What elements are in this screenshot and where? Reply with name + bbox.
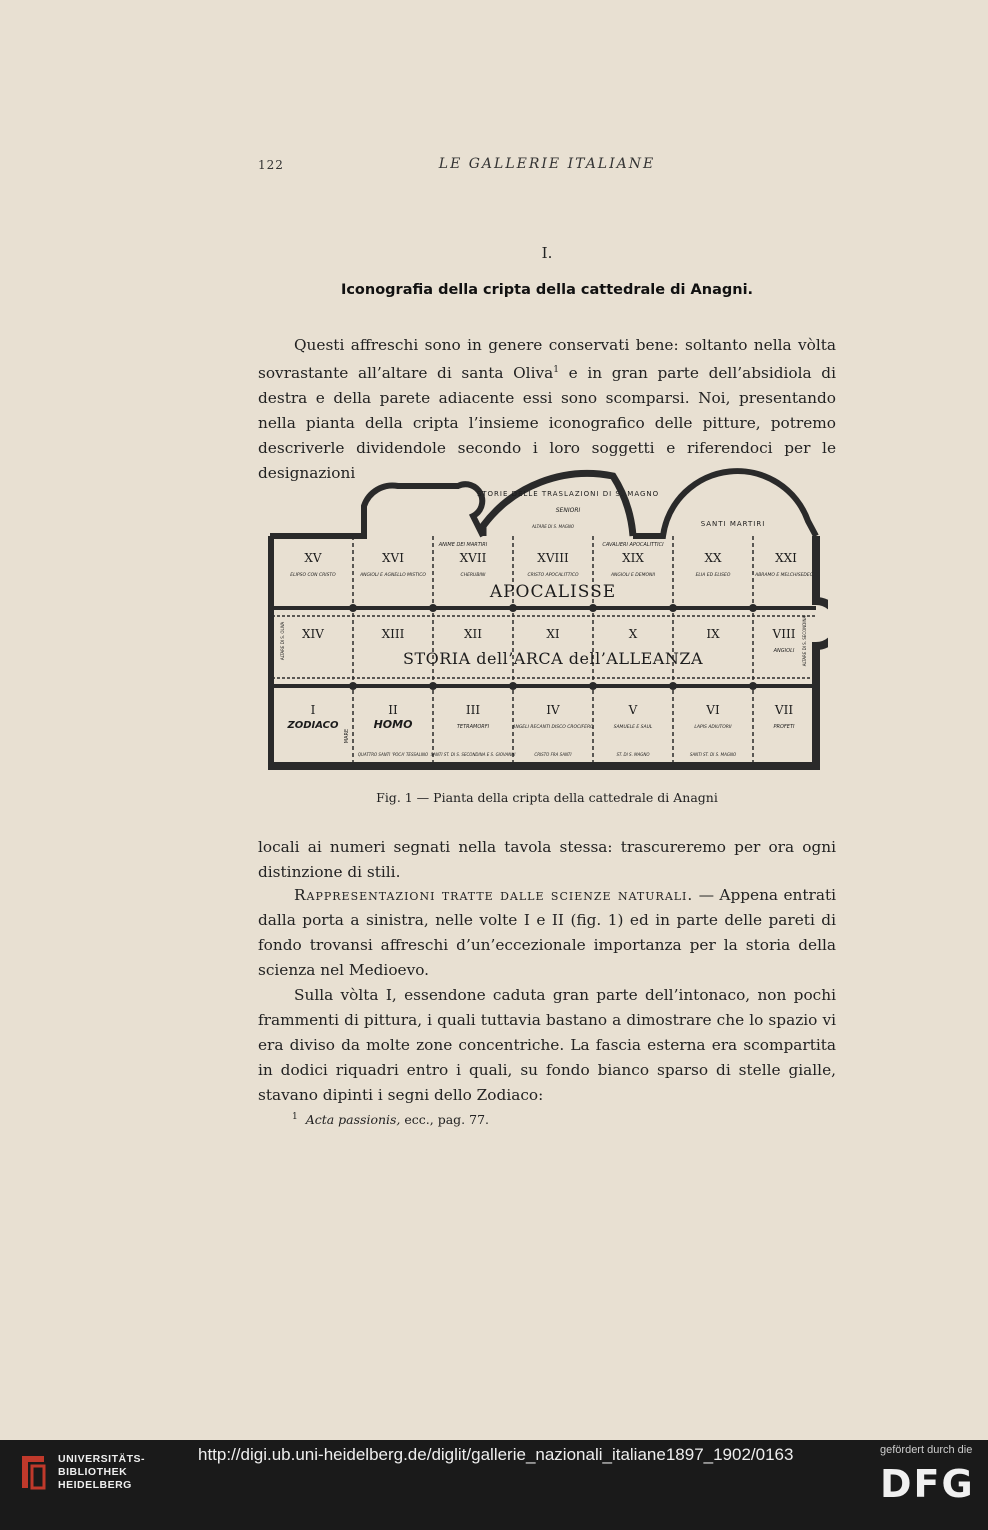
vault-IV-label: ANGELI RECANTI DISCO CROCIFERO xyxy=(512,725,594,730)
apse-label: STORIE DELLE TRASLAZIONI DI S. MAGNO xyxy=(476,490,660,498)
side-label-secondina: ALTARE DI S. SECONDINA xyxy=(802,615,807,667)
upper-note-2: CAVALIERI APOCALITTICI xyxy=(602,542,664,548)
bottom-note-1: QUATTRO SANTI ‘POCA’ TESSALINO xyxy=(357,752,429,757)
vault-XVII: XVII xyxy=(459,551,487,565)
footnote-rest: ecc., pag. 77. xyxy=(400,1112,489,1128)
vault-XVIII-label: CRISTO APOCALITTICO xyxy=(527,573,579,578)
footnote xyxy=(292,1112,489,1127)
page-number: 122 xyxy=(258,158,284,172)
vault-XVI-label: ANGIOLI E AGNELLO MISTICO xyxy=(360,573,426,578)
vault-XX: XX xyxy=(704,551,722,565)
side-label-mare: MARE xyxy=(344,728,350,744)
vault-III-label: TETRAMORFI xyxy=(456,724,490,730)
vault-I: I xyxy=(310,703,316,717)
library-name-line-1: UNIVERSITÄTS- xyxy=(58,1453,146,1465)
permalink-url[interactable]: http://digi.ub.uni-heidelberg.de/diglit/gallerie_nazionali_italiane1897_1902/0163 xyxy=(198,1445,794,1464)
vault-X: X xyxy=(628,627,638,641)
vault-VI-label: LAPIS ADIUTORII xyxy=(694,725,732,730)
vault-XI: XI xyxy=(546,627,560,641)
vault-VI: VI xyxy=(706,703,720,717)
paragraph-3-heading: Rappresentazioni tratte dalle scienze naturali. xyxy=(294,886,694,904)
section-title: Iconografia della cripta della cattedrale di Anagni. xyxy=(340,282,754,298)
vault-III: III xyxy=(465,703,481,717)
band-storia-arca: STORIA dell’ARCA dell’ALLEANZA xyxy=(402,649,704,668)
running-title: LE GALLERIE ITALIANE xyxy=(438,156,656,172)
vault-VII-label: PROFETI xyxy=(773,724,795,730)
paragraph-3-text: — Appena entrati dalla porta a sinistra, nelle volte I e II (fig. 1) ed in parte delle pareti di fondo trovansi affreschi d’un’eccezionale importanza per la storia della scienza nel Medioevo. xyxy=(258,886,836,979)
footnote-ref: 1 xyxy=(553,365,559,375)
funding-note: gefördert durch die xyxy=(880,1444,973,1456)
upper-note-1: ANIME DEI MARTIRI xyxy=(438,542,488,548)
vault-XV-label: ELIPSO CON CRISTO xyxy=(290,573,336,578)
vault-XVI: XVI xyxy=(382,551,404,565)
running-header xyxy=(258,156,836,176)
crypt-plan-figure xyxy=(268,466,828,776)
figure-caption: Fig. 1 — Pianta della cripta della cattedrale di Anagni xyxy=(376,790,718,805)
vault-XV: XV xyxy=(304,551,322,565)
library-name-line-2: BIBLIOTHEK xyxy=(58,1466,128,1478)
vault-IV: IV xyxy=(546,703,560,717)
bottom-note-4: ST. DI S. MAGNO xyxy=(616,752,650,757)
vault-XIII: XIII xyxy=(381,627,405,641)
viewer-footer xyxy=(0,1440,988,1530)
library-name-line-3: HEIDELBERG xyxy=(58,1479,132,1491)
vault-XVIII: XVIII xyxy=(537,551,569,565)
side-label-magno: ALTARE DI S. MAGNO xyxy=(531,524,575,529)
footnote-mark: 1 xyxy=(292,1112,298,1122)
bottom-note-5: SANTI ST. DI S. MAGNO xyxy=(689,752,737,757)
vault-V-label: SAMUELE E SAUL xyxy=(613,725,653,730)
vault-XXI: XXI xyxy=(775,551,797,565)
paragraph-1 xyxy=(258,333,836,486)
vault-XVII-label: CHERUBINI xyxy=(460,573,486,578)
side-label-oliva: ALTARE DI S. OLIVA xyxy=(280,621,285,661)
vault-V: V xyxy=(628,703,638,717)
right-apse-label: SANTI MARTIRI xyxy=(700,520,766,528)
paragraph-3 xyxy=(258,883,836,983)
library-name xyxy=(58,1453,145,1492)
section-number: I. xyxy=(541,244,553,262)
paragraph-4 xyxy=(258,983,836,1108)
vault-VIII: VIII xyxy=(772,627,796,641)
paragraph-1-text: Questi affreschi sono in genere conservati bene: soltanto nella vòlta sovrastante all’altare di santa Oliva xyxy=(258,336,836,383)
vault-II: II xyxy=(388,703,398,717)
vault-VIII-label: ANGIOLI xyxy=(773,648,795,654)
vault-II-label: HOMO xyxy=(373,718,413,731)
paragraph-2: locali ai numeri segnati nella tavola stessa: trascureremo per ora ogni distinzione di stili. xyxy=(258,838,836,881)
vault-VII: VII xyxy=(774,703,794,717)
vault-XXI-label: ABRAMO E MELCHISEDEC xyxy=(755,573,813,578)
dfg-logo: DFG xyxy=(880,1462,975,1506)
library-logo-icon xyxy=(18,1452,48,1492)
paragraph-1-rest: e in gran parte dell’absidiola di destra e della parete adiacente essi sono scomparsi. Noi, presentando nella pianta della cripta l’insieme iconografico delle pitture, potremo descriverle dividendole secondo i loro soggetti e riferendoci per le designazioni xyxy=(258,364,836,483)
vault-IX: IX xyxy=(706,627,720,641)
vault-I-label: ZODIACO xyxy=(287,720,339,731)
footnote-title: Acta passionis, xyxy=(305,1112,401,1128)
band-apocalisse: APOCALISSE xyxy=(489,582,617,602)
bottom-note-3: CRISTO FRA SANTI xyxy=(534,752,572,757)
vault-XX-label: ELIA ED ELISEO xyxy=(695,573,731,578)
vault-XIX-label: ANGIOLI E DEMONII xyxy=(610,573,656,578)
vault-XII: XII xyxy=(463,627,483,641)
vault-XIV: XIV xyxy=(302,627,324,641)
bottom-note-2: SANTI ST. DI S. SECONDINA E S. GIOVANNI xyxy=(430,752,516,757)
paragraph-4-text: Sulla vòlta I, essendone caduta gran parte dell’intonaco, non pochi frammenti di pittura, i quali tuttavia bastano a dimostrare che lo spazio vi era diviso da molte zone concentriche. La fascia esterna era scompartita in dodici riquadri entro i quali, su fondo bianco sparso di stelle gialle, stavano dipinti i segni dello Zodiaco: xyxy=(258,986,836,1104)
vault-XIX: XIX xyxy=(622,551,644,565)
apse-inner-label: SENIORI xyxy=(555,507,581,514)
